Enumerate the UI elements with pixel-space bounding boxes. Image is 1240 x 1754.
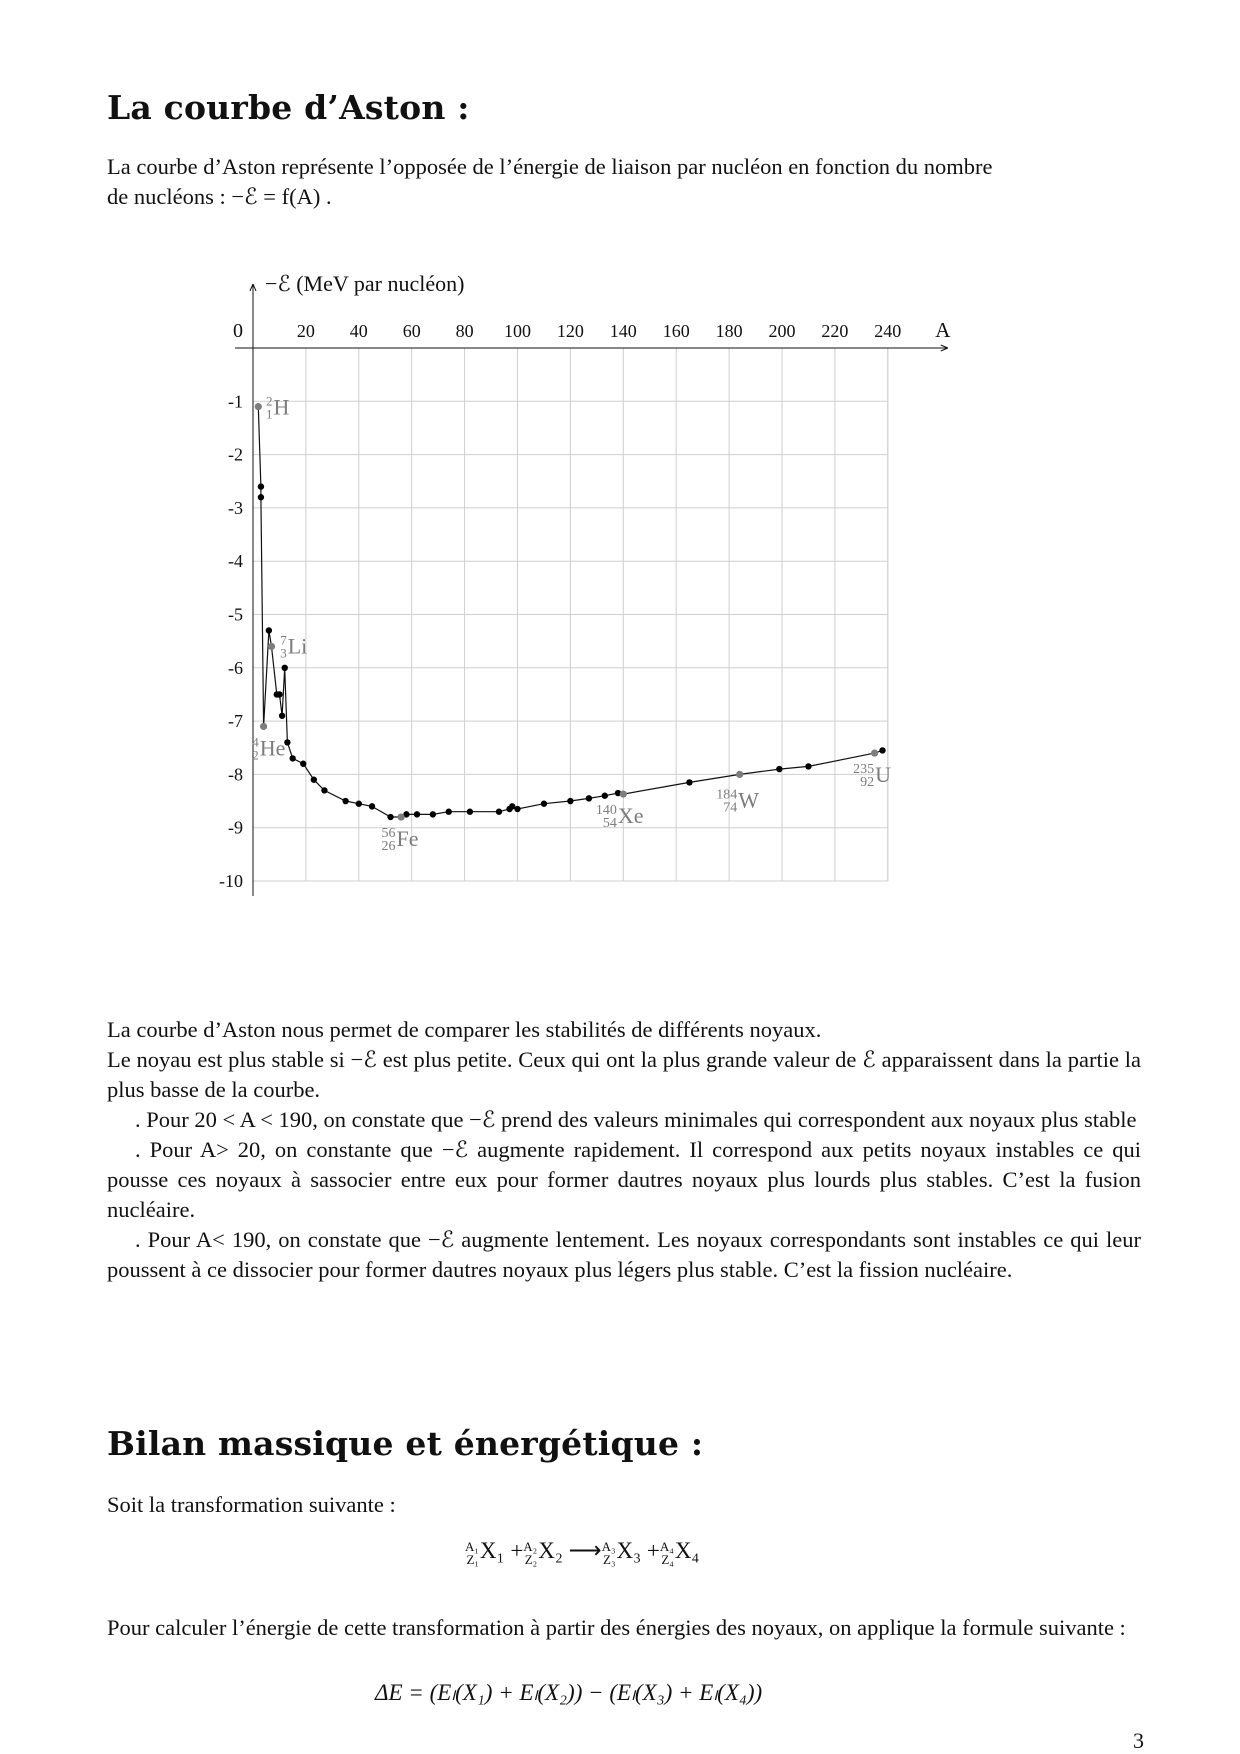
x-tick-label: 220 [821,321,849,341]
discussion-line-2: Le noyau est plus stable si −ℰ est plus petite. Ceux qui ont la plus grande valeur de ℰ apparaissent dans la partie la plus basse de la courbe. [107,1047,1141,1102]
nuclide-mass-number: 56 [381,826,396,842]
y-tick-label: -2 [228,444,243,465]
annotated-point [871,749,878,756]
nuclide-mass-number: 235 [853,762,875,778]
nuclide-mass-number: 7 [280,632,287,648]
nuclide-label-he [252,734,285,762]
annotated-point [255,403,262,410]
discussion-item-3: . Pour A< 190, on constate que −ℰ augmente lentement. Les noyaux correspondants sont instables ce qui leur poussent à ce dissocier pour former dautres noyaux plus légers plus stable. C’est la fission nucléaire. [107,1227,1141,1282]
discussion [107,1015,1141,1285]
nucleus-4-Z: Z₄ [661,1551,674,1567]
reaction-equation [465,1538,699,1566]
nuclide-mass-number: 2 [265,393,273,409]
nuclide-label-xe [596,803,644,831]
formula-intro [107,1613,1141,1643]
nucleus-1-Z: Z₁ [466,1551,479,1567]
nuclide-atomic-number: 1 [265,406,273,422]
formula-intro-text: Pour calculer l’énergie de cette transformation à partir des énergies des noyaux, on applique la formule suivante : [107,1615,1126,1640]
data-point [430,811,436,817]
nuclide-symbol: Xe [617,803,644,829]
data-point [387,814,393,820]
nuclide-atomic-number: 26 [381,839,396,855]
data-point [446,809,452,815]
data-point [356,801,362,807]
data-point [311,777,317,783]
annotated-point [736,771,743,778]
y-tick-label: -4 [228,551,243,572]
x-axis-label: A [935,318,951,342]
nuclide-mass-number: 4 [252,734,259,750]
data-point [541,801,547,807]
aston-chart [200,258,1050,968]
nucleus-4-A: A₄ [659,1538,674,1554]
nuclide-mass-number: 140 [595,803,617,819]
data-point [586,795,592,801]
nucleus-2-Z: Z₂ [524,1551,538,1567]
data-point [879,747,885,753]
data-point [289,755,295,761]
x-tick-label: 100 [504,321,531,341]
nuclide-mass-number: 184 [716,787,738,803]
nuclide-symbol: He [259,735,286,761]
discussion-item-1: . Pour 20 < A < 190, on constate que −ℰ prend des valeurs minimales qui correspondent aux noyaux plus stable [135,1107,1137,1132]
nucleus-4-symbol: X₄ [674,1538,700,1563]
nuclide-symbol: U [875,762,892,788]
nucleus-3-labels [602,1540,616,1566]
y-tick-label: -5 [228,604,243,625]
y-tick-label: -10 [219,871,243,891]
data-point [266,627,272,633]
nuclide-atomic-number: 74 [723,800,738,816]
bilan-intro [107,1490,1141,1520]
nucleus-2-labels [523,1540,537,1566]
page-number: 3 [1133,1728,1144,1753]
y-tick-label: -9 [228,817,243,838]
data-point [514,806,520,812]
data-point [414,811,420,817]
nuclide-label-u [853,762,891,790]
nuclide-label-li [280,632,307,660]
plus-sign-1: + [510,1538,524,1563]
intro-paragraph [107,152,1141,212]
nucleus-3-Z: Z₃ [603,1551,616,1567]
x-tick-label: 240 [874,321,902,341]
nuclide-symbol: Fe [396,826,419,852]
data-point [567,798,573,804]
nuclide-symbol: H [273,394,290,420]
data-point [467,809,473,815]
aston-chart-svg [200,258,1050,968]
plus-sign-2: + [646,1538,660,1563]
nucleus-1-symbol: X₁ [479,1538,505,1563]
nuclide-atomic-number: 2 [252,747,259,763]
data-point [602,793,608,799]
x-tick-label: 20 [296,321,315,341]
y-axis-label: −ℰ (MeV par nucléon) [265,271,465,296]
y-tick-label: -3 [228,497,243,518]
bilan-intro-line: Soit la transformation suivante : [107,1492,396,1517]
data-point [258,483,264,489]
x-tick-label: 180 [715,321,743,341]
nucleus-4-labels [660,1540,674,1566]
x-tick-label: 160 [662,321,690,341]
y-tick-label: -8 [228,764,243,785]
annotated-point [620,791,627,798]
x-tick-label: 80 [455,321,474,341]
data-point [276,691,282,697]
data-point [258,494,264,500]
nuclide-atomic-number: 92 [860,775,875,791]
y-tick-label: -7 [228,711,243,732]
nuclide-label-w [716,787,759,815]
nucleus-2-A: A₂ [523,1538,538,1554]
section-title-aston: La courbe d’Aston : [107,88,470,127]
data-point [369,803,375,809]
nucleus-1-labels [465,1540,479,1566]
data-point [342,798,348,804]
data-point [805,763,811,769]
nuclide-symbol: Li [287,633,308,659]
nuclide-atomic-number: 3 [280,645,287,661]
energy-formula: ΔE = (Eₗ(X₁) + Eₗ(X₂)) − (Eₗ(X₃) + Eₗ(X₄)) [375,1680,763,1705]
origin-label: 0 [233,320,243,342]
x-tick-label: 200 [768,321,796,341]
y-tick-label: -6 [228,657,243,678]
annotated-point [268,643,275,650]
nucleus-2-symbol: X₂ [538,1538,563,1563]
discussion-line-1: La courbe d’Aston nous permet de comparer les stabilités de différents noyaux. [107,1017,822,1042]
nucleus-1-A: A₁ [465,1538,479,1554]
x-tick-label: 40 [349,321,368,341]
intro-line-1: La courbe d’Aston représente l’opposée de l’énergie de liaison par nucléon en fonction du nombre [107,154,993,179]
nuclide-label-h [266,394,290,422]
nucleus-3-symbol: X₃ [616,1538,642,1563]
nuclide-symbol: W [738,787,760,813]
nucleus-3-A: A₃ [601,1538,616,1554]
y-tick-label: -1 [228,391,243,412]
data-point [282,665,288,671]
nuclide-atomic-number: 54 [602,816,617,832]
data-point [776,766,782,772]
x-tick-label: 140 [609,321,637,341]
data-point [279,713,285,719]
reaction-arrow-icon: ⟶ [568,1538,602,1563]
discussion-item-2: . Pour A> 20, on constante que −ℰ augmente rapidement. Il correspond aux petits noyaux instables ce qui pousse ces noyaux à sassocier entre eux pour former dautres noyaux plus lourds plus stables. C’est la fusion nucléaire. [107,1137,1141,1222]
annotated-point [398,813,405,820]
data-point [496,809,502,815]
intro-line-2: de nucléons : −ℰ = f(A) . [107,184,332,209]
data-point [321,787,327,793]
data-point [300,761,306,767]
nuclide-label-fe [382,826,419,854]
annotated-point [260,723,267,730]
section-title-bilan: Bilan massique et énergétique : [107,1424,704,1463]
x-tick-label: 60 [402,321,421,341]
data-point [686,779,692,785]
x-tick-label: 120 [556,321,584,341]
